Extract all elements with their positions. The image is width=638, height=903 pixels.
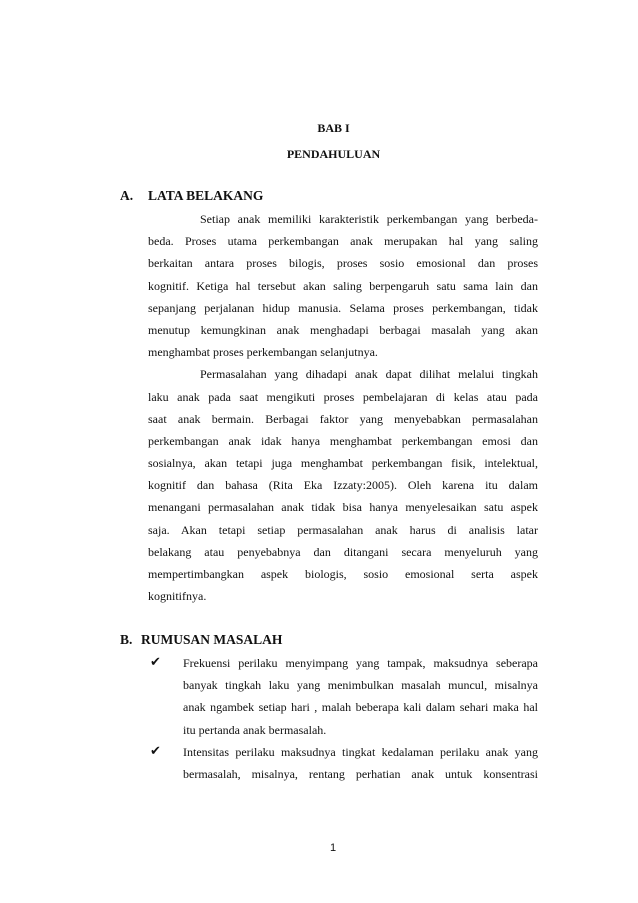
paragraph-line: kognitif dan bahasa (Rita Eka Izzaty:2005). Oleh karena itu dalam <box>148 478 538 493</box>
list-item <box>150 652 538 741</box>
section-a-title: LATA BELAKANG <box>148 188 264 203</box>
list-item-line: bermasalah, misalnya, rentang perhatian anak untuk konsentrasi <box>183 766 538 781</box>
paragraph-line: menghambat proses perkembangan selanjutnya. <box>148 345 378 360</box>
paragraph-line: berkaitan antara proses bilogis, proses sosio emosional dan proses <box>148 256 538 271</box>
paragraph-line: kognitifnya. <box>148 589 207 604</box>
section-b-title: RUMUSAN MASALAH <box>141 632 283 647</box>
paragraph-line: menangani permasalahan anak tidak bisa hanya menyelesaikan satu aspek <box>148 500 538 515</box>
paragraph-line: Permasalahan yang dihadapi anak dapat dilihat melalui tingkah <box>200 367 538 382</box>
paragraph-line: perkembangan anak idak hanya menghambat perkembangan emosi dan <box>148 433 538 448</box>
list-item-line: Frekuensi perilaku menyimpang yang tampak, maksudnya seberapa <box>183 656 538 670</box>
paragraph-line: sosialnya, akan tetapi juga menghambat perkembangan fisik, intelektual, <box>148 456 538 471</box>
chapter-heading <box>130 115 537 167</box>
list-item-text <box>183 741 538 785</box>
chapter-label: BAB I <box>317 121 350 135</box>
list-item-line: banyak tingkah laku yang menimbulkan masalah muncul, misalnya <box>183 678 538 693</box>
paragraph-line: laku anak pada saat mengikuti proses pembelajaran di kelas atau pada <box>148 389 538 404</box>
paragraph-line: Setiap anak memiliki karakteristik perkembangan yang berbeda- <box>200 212 538 226</box>
paragraph-line: mempertimbangkan aspek biologis, sosio emosional serta aspek <box>148 567 538 581</box>
list-item-text <box>183 652 538 741</box>
list-item <box>150 741 538 785</box>
paragraph-line: beda. Proses utama perkembangan anak merupakan hal yang saling <box>148 234 538 249</box>
page-number: 1 <box>329 842 337 854</box>
problem-list <box>150 652 538 785</box>
list-item-line: itu pertanda anak bermasalah. <box>183 722 327 737</box>
paragraph-line: sepanjang perjalanan hidup manusia. Selama proses perkembangan, tidak <box>148 300 538 315</box>
paragraph <box>148 363 538 607</box>
check-icon <box>150 741 161 763</box>
section-a-body <box>148 208 538 607</box>
paragraph-line: belakang atau penyebabnya dan ditangani secara menyeluruh yang <box>148 544 538 559</box>
section-a-marker: A. <box>120 188 134 203</box>
chapter-title: PENDAHULUAN <box>286 147 381 161</box>
paragraph <box>148 208 538 363</box>
section-b-marker: B. <box>120 632 133 647</box>
list-item-line: Intensitas perilaku maksudnya tingkat kedalaman perilaku anak yang <box>183 744 538 759</box>
list-item-line: anak ngambek setiap hari , malah beberapa kali dalam sehari maka hal <box>183 700 538 715</box>
check-icon <box>150 652 161 674</box>
paragraph-line: menutup kemungkinan anak menghadapi berbagai masalah yang akan <box>148 322 538 337</box>
paragraph-line: saat anak bermain. Berbagai faktor yang menyebabkan permasalahan <box>148 411 538 426</box>
paragraph-line: saja. Akan tetapi setiap permasalahan anak harus di analisis latar <box>148 522 538 537</box>
paragraph-line: kognitif. Ketiga hal tersebut akan saling berpengaruh satu sama lain dan <box>148 278 538 293</box>
